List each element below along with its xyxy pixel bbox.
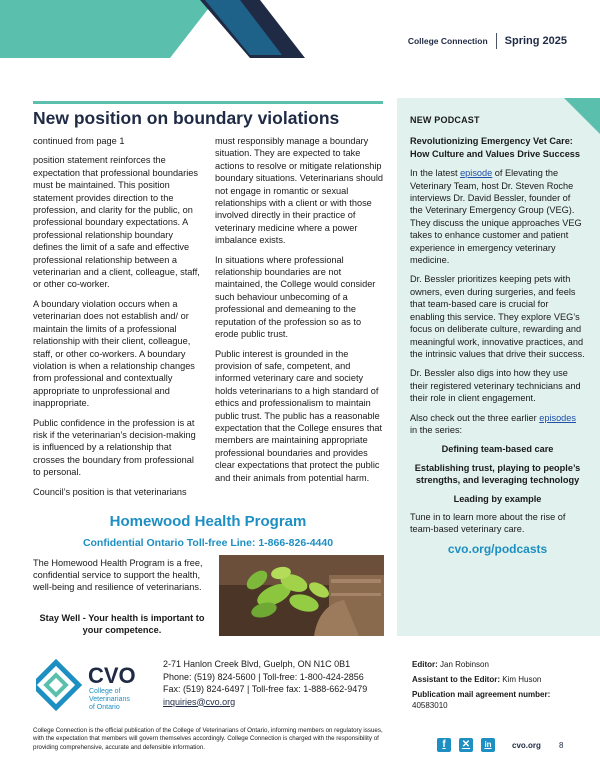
episode-link[interactable]: episode [460, 168, 493, 179]
issue-header [408, 33, 567, 49]
sidebar-label: NEW PODCAST [410, 115, 480, 125]
publication-disclaimer: College Connection is the official publication of the College of Veterinarians of Ontario, informing members on regulatory issues, with the expectation that members will govern themselves accordingly. College Connection is charged with the responsibility of providing comprehensive, accurate and defensible information. [33, 727, 383, 751]
podcast-paragraph: Dr. Bessler prioritizes keeping pets with owners, even during surgeries, and feels that team-based care is crucial for enabling this service. They explore VEG’s focus on deliberate culture, rewarding and meaningful work, innovative practices, and the intrinsic values that drive their success. [410, 274, 585, 359]
homewood-motto: Stay Well - Your health is important to your competence. [39, 613, 205, 635]
podcast-heading: Revolutionizing Emergency Vet Care: How Culture and Values Drive Success [410, 136, 581, 159]
article-paragraph: Public confidence in the profession is at risk if the veterinarian’s decision-making is influenced by a relationship that crosses the boundary from professional to personal. [33, 417, 196, 478]
page-number: 8 [559, 741, 564, 750]
editor-row: Editor: Jan Robinson [412, 660, 489, 669]
article-paragraph: Public interest is grounded in the provision of safe, competent, and informed veterinary care and society holds veterinarians to a high standard of ethics and professionalism to maintain public trust. The public has a reasonable expectation that the College ensures that members are maintaining appropriate professional boundaries and provides clear expectations that protect the public and their animals from potential harm. [215, 348, 383, 483]
episode-title: Establishing trust, playing to people’s strengths, and leveraging technology [414, 462, 581, 486]
logo-abbr: CVO [88, 663, 136, 688]
assistant-row: Assistant to the Editor: Kim Huson [412, 675, 542, 684]
article-column-right [215, 135, 387, 491]
article-title: New position on boundary violations [33, 108, 340, 128]
header-divider [496, 33, 497, 49]
episode-title: Defining team-based care [441, 444, 554, 455]
homewood-description: The Homewood Health Program is a free, confidential service to support the health, well-being and resilience of veterinarians. [33, 558, 203, 592]
article-paragraph: A boundary violation occurs when a veterinarian does not establish and/ or maintain the limits of a professional relationship with their client, colleague, staff, or other co-workers. A boundary violation is when a relationship changes from professional and contextually appropriate to unprofessional and inappropriate. [33, 298, 195, 409]
title-rule [33, 101, 383, 104]
homewood-title: Homewood Health Program [109, 513, 307, 530]
logo-line: Veterinarians [89, 696, 130, 703]
article-column-left [33, 135, 203, 505]
email-link[interactable]: inquiries@cvo.org [163, 696, 236, 707]
address: 2-71 Hanlon Creek Blvd, Guelph, ON N1C 0B1 [163, 659, 351, 669]
site-url[interactable]: cvo.org [512, 741, 541, 750]
issue-season: Spring 2025 [504, 35, 567, 47]
episodes-link[interactable]: episodes [539, 412, 576, 423]
article-paragraph: continued from page 1 [33, 136, 125, 146]
editor-info [412, 659, 582, 711]
article-paragraph: must responsibly manage a boundary situation. They are expected to take actions to resolve or mitigate relationship boundary situations. Veterinarians should not engage in romantic or sexual relationships with a client or with those involved directly in their practice of veterinary medicine where a power imbalance exists. [215, 136, 384, 246]
homewood-phone-line: Confidential Ontario Toll-free Line: 1-866-826-4440 [82, 537, 334, 549]
cvo-logo [36, 658, 156, 717]
cvo-logo-mark [36, 658, 156, 712]
mail-agreement: Publication mail agreement number: 40583010 [412, 690, 551, 710]
plant-photo [219, 555, 384, 636]
podcast-url[interactable]: cvo.org/podcasts [447, 541, 548, 556]
podcast-paragraph: Dr. Bessler also digs into how they use their registered veterinary technicians and their role in client engagement. [410, 368, 581, 404]
logo-line: of Ontario [89, 704, 120, 711]
publication-name: College Connection [407, 36, 488, 46]
article-paragraph: In situations where professional relationship boundaries are not maintained, the College would consider such behaviour unbecoming of a professional and demeaning to the reputation of the profession so as to erode public trust. [215, 254, 376, 340]
logo-line: College of [89, 688, 121, 695]
phone: Phone: (519) 824-5600 | Toll-free: 1-800-424-2856 [163, 671, 364, 682]
fax: Fax: (519) 824-6497 | Toll-free fax: 1-888-662-9479 [163, 684, 368, 694]
facebook-icon[interactable]: f [437, 738, 451, 752]
podcast-sidebar [397, 98, 600, 636]
podcast-paragraph: In the latest episode of Elevating the Veterinary Team, host Dr. Steven Roche interviews Dr. David Bessler, founder of the Veterinary Emergency Group (VEG). They discuss the unique approaches VEG takes to enhance customer and patient experience in emergency veterinary medicine. [410, 168, 582, 266]
article-paragraph: position statement reinforces the expectation that professional boundaries must be maintained. This position statement provides direction to the profession, and clarity for the public, on professional boundary expectations. A professional relationship boundary defines the limit of a safe and effective professional relationship between a veterinarian and a client, colleague, staff, or other co-worker. [33, 155, 200, 290]
x-icon[interactable]: ✕ [459, 738, 473, 752]
article-paragraph: Council’s position is that veterinarians [33, 486, 187, 497]
linkedin-icon[interactable]: in [481, 738, 495, 752]
episode-title: Leading by example [453, 493, 542, 504]
contact-info [163, 658, 367, 708]
podcast-paragraph: Tune in to learn more about the rise of team-based veterinary care. [410, 511, 566, 535]
podcast-paragraph: Also check out the three earlier episodes in the series: [410, 412, 576, 435]
